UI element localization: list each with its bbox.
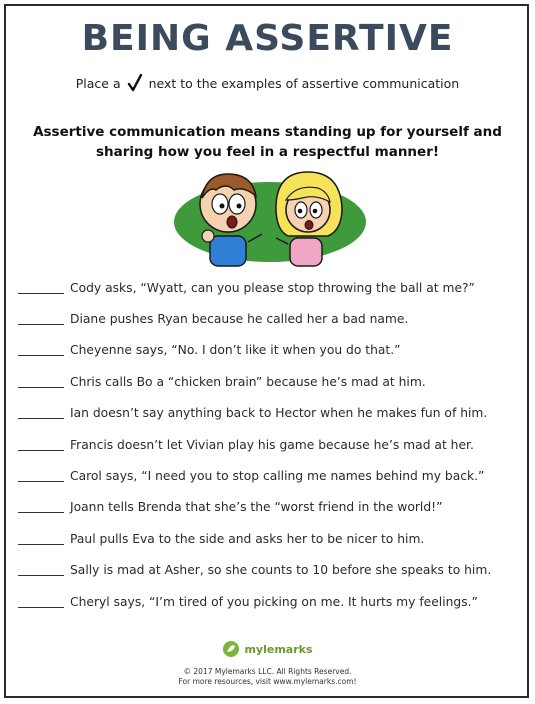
item-text: Ian doesn’t say anything back to Hector when he makes fun of him. [70, 406, 488, 421]
examples-list [18, 272, 518, 617]
checkbox-blank[interactable] [18, 596, 64, 608]
checkbox-blank[interactable] [18, 439, 64, 451]
instruction-after: next to the examples of assertive communication [148, 76, 460, 91]
definition-text: Assertive communication means standing up for yourself and sharing how you feel in a respectful manner! [33, 124, 502, 160]
item-text: Joann tells Brenda that she’s the “worst friend in the world!” [70, 500, 443, 515]
list-item [18, 460, 518, 491]
instruction-before: Place a [75, 76, 121, 91]
item-text: Chris calls Bo a “chicken brain” because he’s mad at him. [70, 374, 426, 389]
checkbox-blank[interactable] [18, 470, 64, 482]
item-text: Cody asks, “Wyatt, can you please stop throwing the ball at me?” [70, 280, 475, 295]
leaf-icon [222, 640, 240, 658]
checkbox-blank[interactable] [18, 533, 64, 545]
list-item [18, 398, 518, 429]
item-text: Francis doesn’t let Vivian play his game because he’s mad at her. [70, 437, 474, 452]
item-text: Sally is mad at Asher, so she counts to 10 before she speaks to him. [70, 563, 492, 578]
list-item [18, 492, 518, 523]
footer [0, 640, 535, 687]
item-text: Cheryl says, “I’m tired of you picking on me. It hurts my feelings.” [70, 594, 478, 609]
item-text: Cheyenne says, “No. I don’t like it when you do that.” [70, 343, 401, 358]
checkbox-blank[interactable] [18, 313, 64, 325]
list-item [18, 429, 518, 460]
item-text: Carol says, “I need you to stop calling me names behind my back.” [70, 469, 485, 484]
item-text: Diane pushes Ryan because he called her a bad name. [70, 312, 409, 327]
checkbox-blank[interactable] [18, 282, 64, 294]
instruction-line [0, 74, 535, 92]
checkmark-icon [127, 74, 143, 92]
list-item [18, 303, 518, 334]
checkbox-blank[interactable] [18, 376, 64, 388]
kids-illustration [170, 164, 370, 274]
checkbox-blank[interactable] [18, 344, 64, 356]
checkbox-blank[interactable] [18, 407, 64, 419]
brand-logo [222, 640, 312, 658]
page-title: BEING ASSERTIVE [81, 18, 454, 59]
item-text: Paul pulls Eva to the side and asks her to be nicer to him. [70, 531, 425, 546]
list-item [18, 335, 518, 366]
list-item [18, 366, 518, 397]
brand-name: mylemarks [244, 642, 313, 656]
list-item [18, 555, 518, 586]
copyright-text: © 2017 Mylemarks LLC. All Rights Reserved. [183, 667, 352, 676]
list-item [18, 586, 518, 617]
list-item [18, 272, 518, 303]
resources-text: For more resources, visit www.mylemarks.com! [178, 677, 357, 686]
checkbox-blank[interactable] [18, 501, 64, 513]
list-item [18, 523, 518, 554]
checkbox-blank[interactable] [18, 564, 64, 576]
